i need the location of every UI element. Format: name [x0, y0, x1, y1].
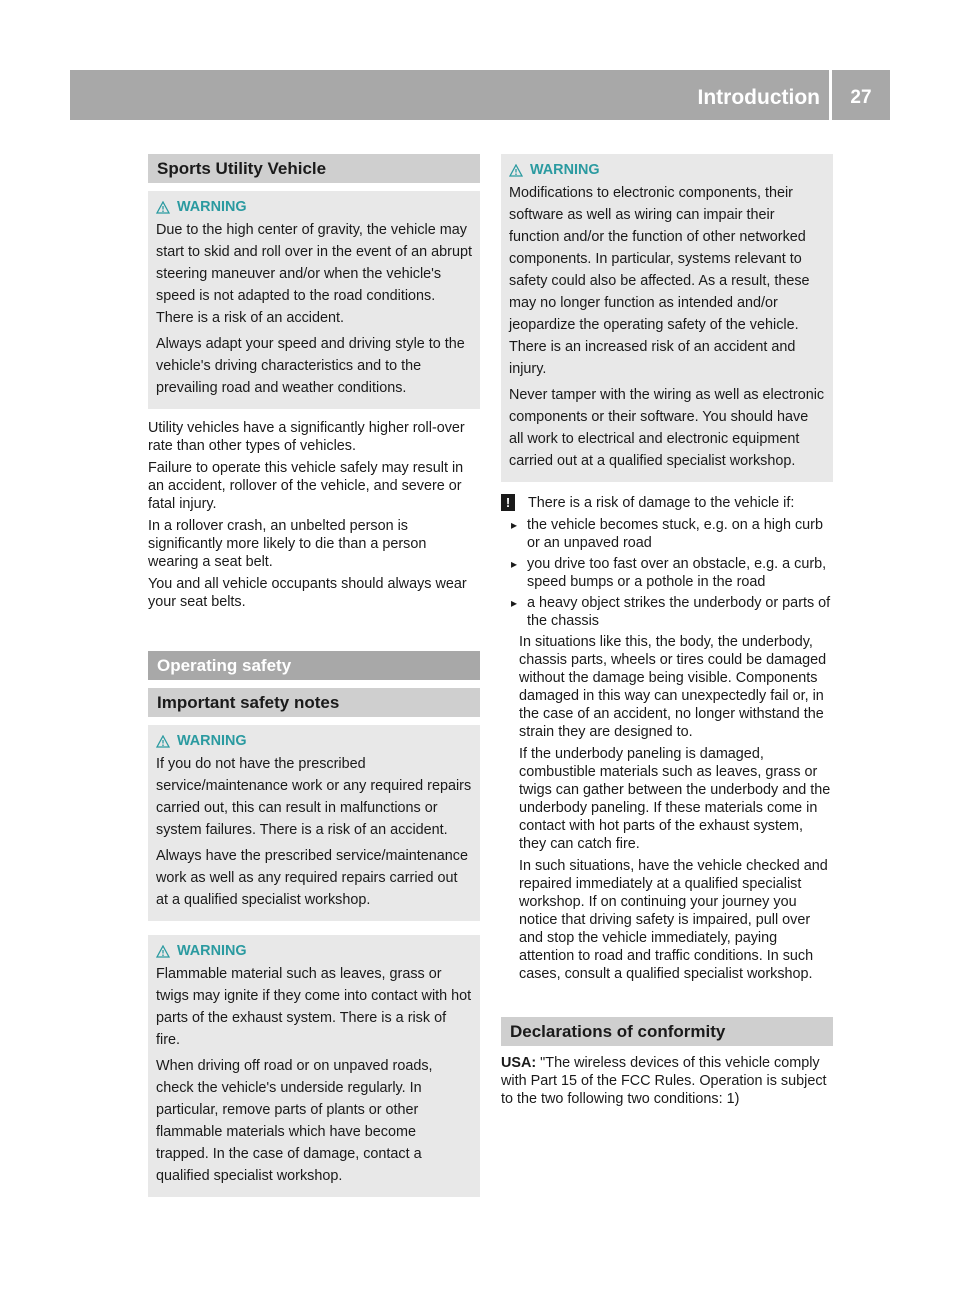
section-heading-important-notes: Important safety notes: [148, 688, 480, 717]
warning-box-electronics: [501, 154, 833, 482]
section-heading-operating-safety: Operating safety: [148, 651, 480, 680]
section-heading-declarations: Declarations of conformity: [501, 1017, 833, 1046]
usa-declaration: [501, 1054, 833, 1108]
notice-bullet-list: [501, 516, 833, 630]
notice-paragraph: In such situations, have the vehicle checked and repaired immediately at a qualified specialist workshop. If on continuing your journey you notice that driving safety is impaired, pull over and stop the vehicle immediately, paying attention to road and traffic conditions. In such cases, consult a qualified specialist workshop.: [519, 858, 828, 982]
warning-text: When driving off road or on unpaved roads, check the vehicle's underside regularly. In particular, remove parts of plants or other flammable materials which have become trapped. In the case of damage, contact a qualified specialist workshop.: [156, 1058, 433, 1184]
body-paragraph: Utility vehicles have a significantly higher roll-over rate than other types of vehicles.: [148, 420, 465, 454]
body-paragraph: In a rollover crash, an unbelted person is significantly more likely to die than a person wearing a seat belt.: [148, 518, 427, 570]
warning-box-rollover: [148, 191, 480, 409]
exclamation-icon: !: [501, 494, 515, 511]
page-header: [70, 70, 890, 120]
warning-text: Always have the prescribed service/maintenance work as well as any required repairs carried out at a qualified specialist workshop.: [156, 848, 468, 908]
notice-intro: There is a risk of damage to the vehicle if:: [528, 495, 795, 511]
warning-triangle-icon: [156, 735, 170, 748]
usa-label: USA:: [501, 1055, 537, 1071]
list-item: ▸ a heavy object strikes the underbody or parts of the chassis: [507, 594, 833, 630]
usa-text: "The wireless devices of this vehicle comply with Part 15 of the FCC Rules. Operation is subject to the two following two conditions: 1): [501, 1055, 827, 1107]
warning-title: WARNING: [509, 160, 825, 180]
damage-notice: [501, 494, 833, 512]
warning-triangle-icon: [156, 945, 170, 958]
body-paragraph: Failure to operate this vehicle safely may result in an accident, rollover of the vehicle, and severe or fatal injury.: [148, 460, 464, 512]
list-item: ▸ the vehicle becomes stuck, e.g. on a high curb or an unpaved road: [507, 516, 833, 552]
notice-paragraph: If the underbody paneling is damaged, combustible materials such as leaves, grass or twigs can gather between the underbody and the underbody paneling. If these materials come in contact with hot parts of the exhaust system, they can catch fire.: [519, 746, 831, 852]
warning-text: Flammable material such as leaves, grass or twigs may ignite if they come into contact with hot parts of the exhaust system. There is a risk of fire.: [156, 966, 472, 1048]
warning-triangle-icon: [509, 164, 523, 177]
left-column: [148, 154, 480, 1197]
warning-box-maintenance: [148, 725, 480, 921]
notice-paragraph: In situations like this, the body, the underbody, chassis parts, wheels or tires could be damaged without the damage being visible. Components damaged in this way can unexpectedly fail or, in the case of an accident, no longer withstand the strain they are designed to.: [519, 634, 827, 740]
section-heading-suv: Sports Utility Vehicle: [148, 154, 480, 183]
list-item: ▸ you drive too fast over an obstacle, e.g. a curb, speed bumps or a pothole in the road: [507, 555, 833, 591]
warning-text: Never tamper with the wiring as well as electronic components or their software. You should have all work to electrical and electronic equipment carried out at a qualified specialist workshop.: [509, 387, 825, 469]
warning-title: WARNING: [156, 197, 472, 217]
warning-title: WARNING: [156, 941, 472, 961]
warning-triangle-icon: [156, 201, 170, 214]
right-column: [501, 154, 833, 1112]
page-number: 27: [850, 87, 872, 108]
warning-text: Modifications to electronic components, their software as well as wiring can impair their function and/or the function of other networked components. In particular, systems relevant to safety could also be affected. As a result, these may no longer function as intended and/or jeopardize the operating safety of the vehicle. There is an increased risk of an accident and injury.: [509, 185, 810, 377]
chapter-title: Introduction: [697, 86, 820, 109]
body-paragraph: You and all vehicle occupants should always wear your seat belts.: [148, 576, 467, 610]
warning-text: Always adapt your speed and driving style to the vehicle's driving characteristics and to the prevailing road and weather conditions.: [156, 336, 465, 396]
warning-text: If you do not have the prescribed service/maintenance work or any required repairs carried out, this can result in malfunctions or system failures. There is a risk of an accident.: [156, 756, 472, 838]
warning-text: Due to the high center of gravity, the vehicle may start to skid and roll over in the event of an abrupt steering maneuver and/or when the vehicle's speed is not adapted to the road conditions. There is a risk of an accident.: [156, 222, 472, 326]
warning-title: WARNING: [156, 731, 472, 751]
warning-box-fire: [148, 935, 480, 1197]
